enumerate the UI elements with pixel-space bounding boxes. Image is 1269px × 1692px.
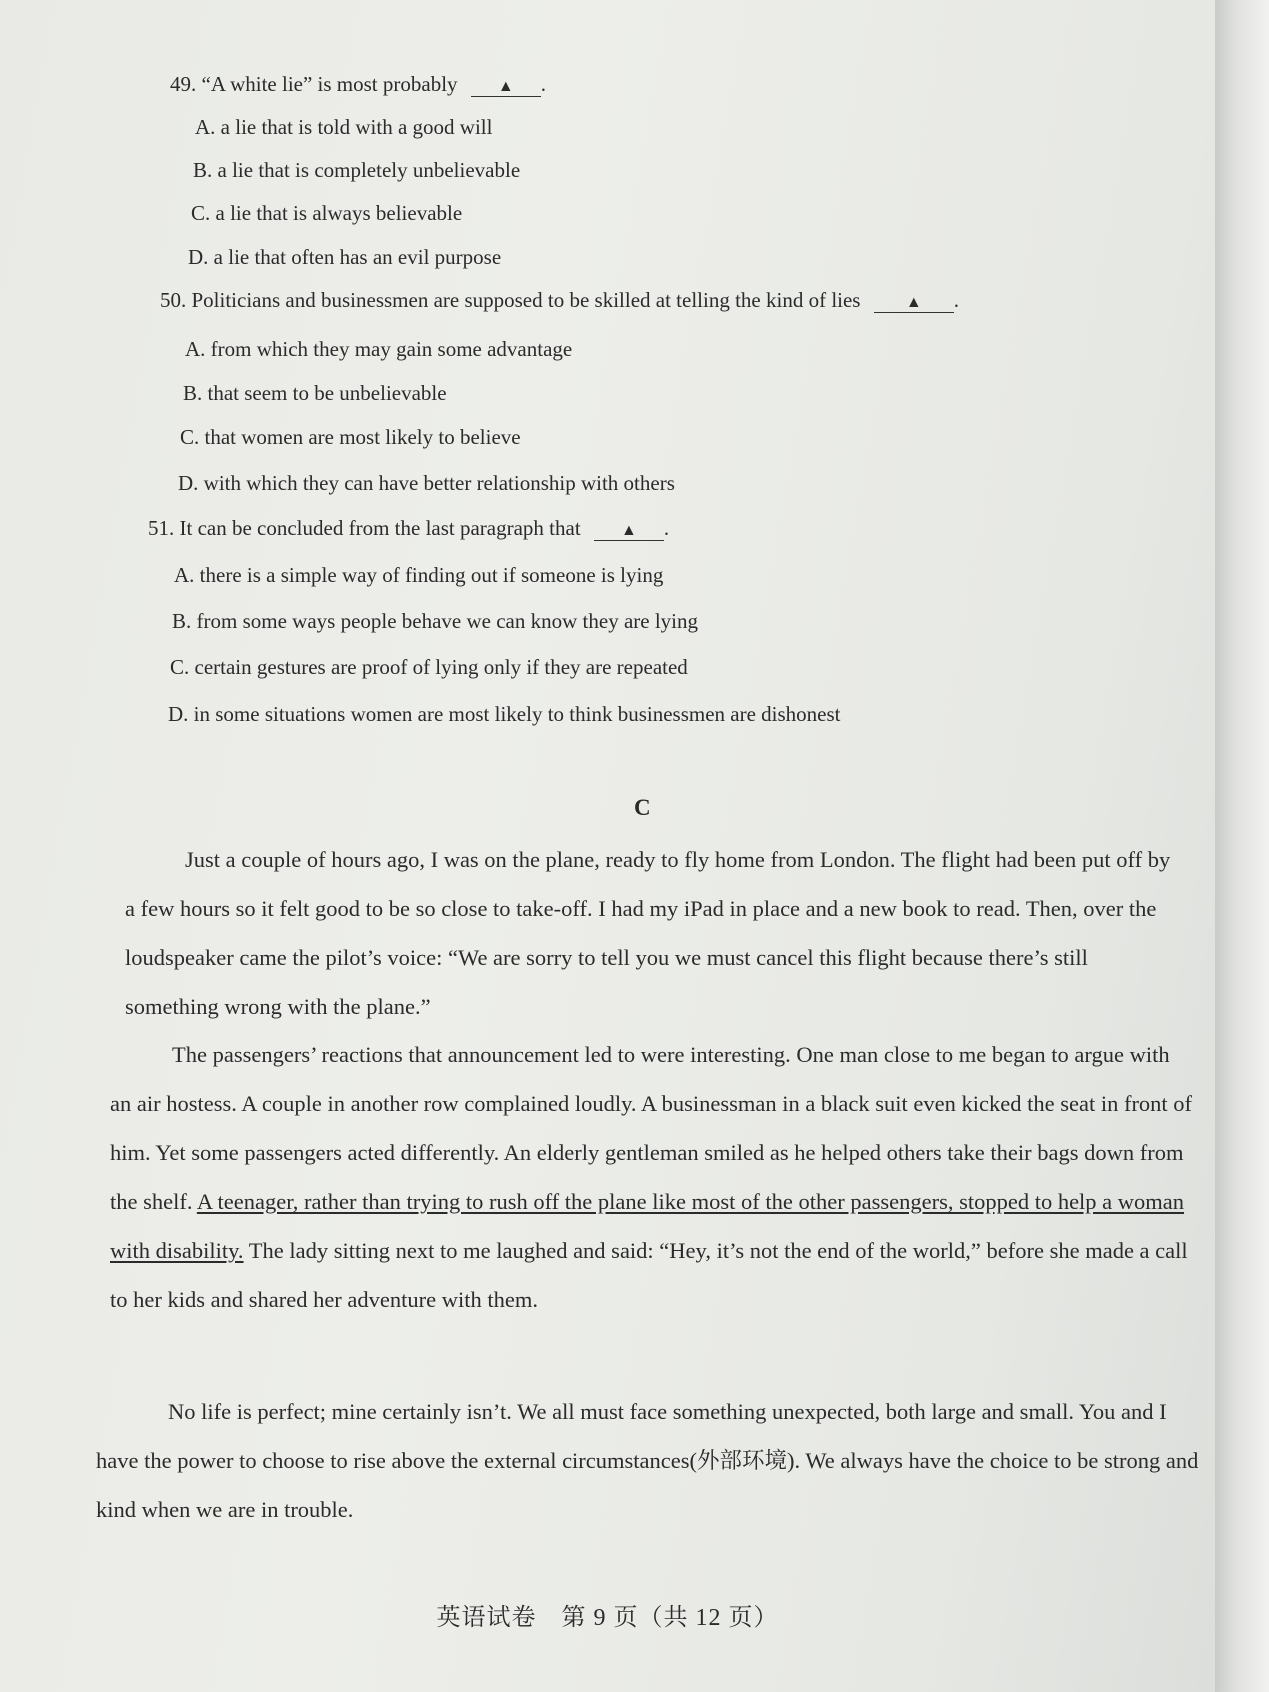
answer-blank: ▲ [471,78,541,97]
passage-text: The passengers’ reactions that announcement led to were interesting. One man close to me began to argue with an air hostess. A couple in another row complained loudly. A businessman in a black suit even kicked the seat in front of him. Yet some passengers acted differently. An elderly gentleman smiled as he helped others take their bags down from the shelf. [110,1042,1193,1214]
question-50-stem: 50. Politicians and businessmen are supposed to be skilled at telling the kind of lies ▲ . [160,288,959,312]
page-footer: 英语试卷 第 9 页（共 12 页） [436,1605,779,1631]
question-49-stem: 49. “A white lie” is most probably ▲ . [170,72,547,96]
passage-text: The lady sitting next to me laughed and said: “Hey, it’s not the end of the world,” before she made a call to her kids and shared her adventure with them. [110,1238,1188,1312]
page-edge-shadow [1215,0,1269,1692]
question-51-option-b: B. from some ways people behave we can know they are lying [172,609,699,633]
section-title: C [634,795,651,820]
question-51-option-c: C. certain gestures are proof of lying only if they are repeated [170,655,688,679]
question-50-option-c: C. that women are most likely to believe [180,425,521,449]
question-50-option-a: A. from which they may gain some advantage [185,337,573,361]
question-50-option-b: B. that seem to be unbelievable [183,381,447,405]
passage-paragraph-2 [110,1030,1195,1324]
passage-paragraph-3: No life is perfect; mine certainly isn’t. We all must face something unexpected, both large and small. You and I have the power to choose to rise above the external circumstances(外部环境). We always have the choice to be strong and kind when we are in trouble. [96,1399,1199,1522]
underlined-sentence: A teenager, rather than trying to rush off the plane like most of the other passengers, stopped to help a woman with disability. [110,1189,1185,1263]
question-49-option-b: B. a lie that is completely unbelievable [193,158,521,182]
question-51-option-a: A. there is a simple way of finding out if someone is lying [174,563,664,587]
question-50-option-d: D. with which they can have better relationship with others [178,471,675,495]
question-49-option-c: C. a lie that is always believable [191,201,463,225]
question-49-option-a: A. a lie that is told with a good will [195,115,493,139]
answer-blank: ▲ [594,522,664,541]
question-51-stem: 51. It can be concluded from the last paragraph that ▲ . [148,516,670,540]
answer-blank: ▲ [874,294,954,313]
question-51-option-d: D. in some situations women are most likely to think businessmen are dishonest [168,702,841,726]
question-49-option-d: D. a lie that often has an evil purpose [188,245,502,269]
passage-paragraph-1: Just a couple of hours ago, I was on the plane, ready to fly home from London. The flight had been put off by a few hours so it felt good to be so close to take-off. I had my iPad in place and a new book to read. Then, over the loudspeaker came the pilot’s voice: “We are sorry to tell you we must cancel this flight because there’s still something wrong with the plane.” [125,847,1171,1019]
